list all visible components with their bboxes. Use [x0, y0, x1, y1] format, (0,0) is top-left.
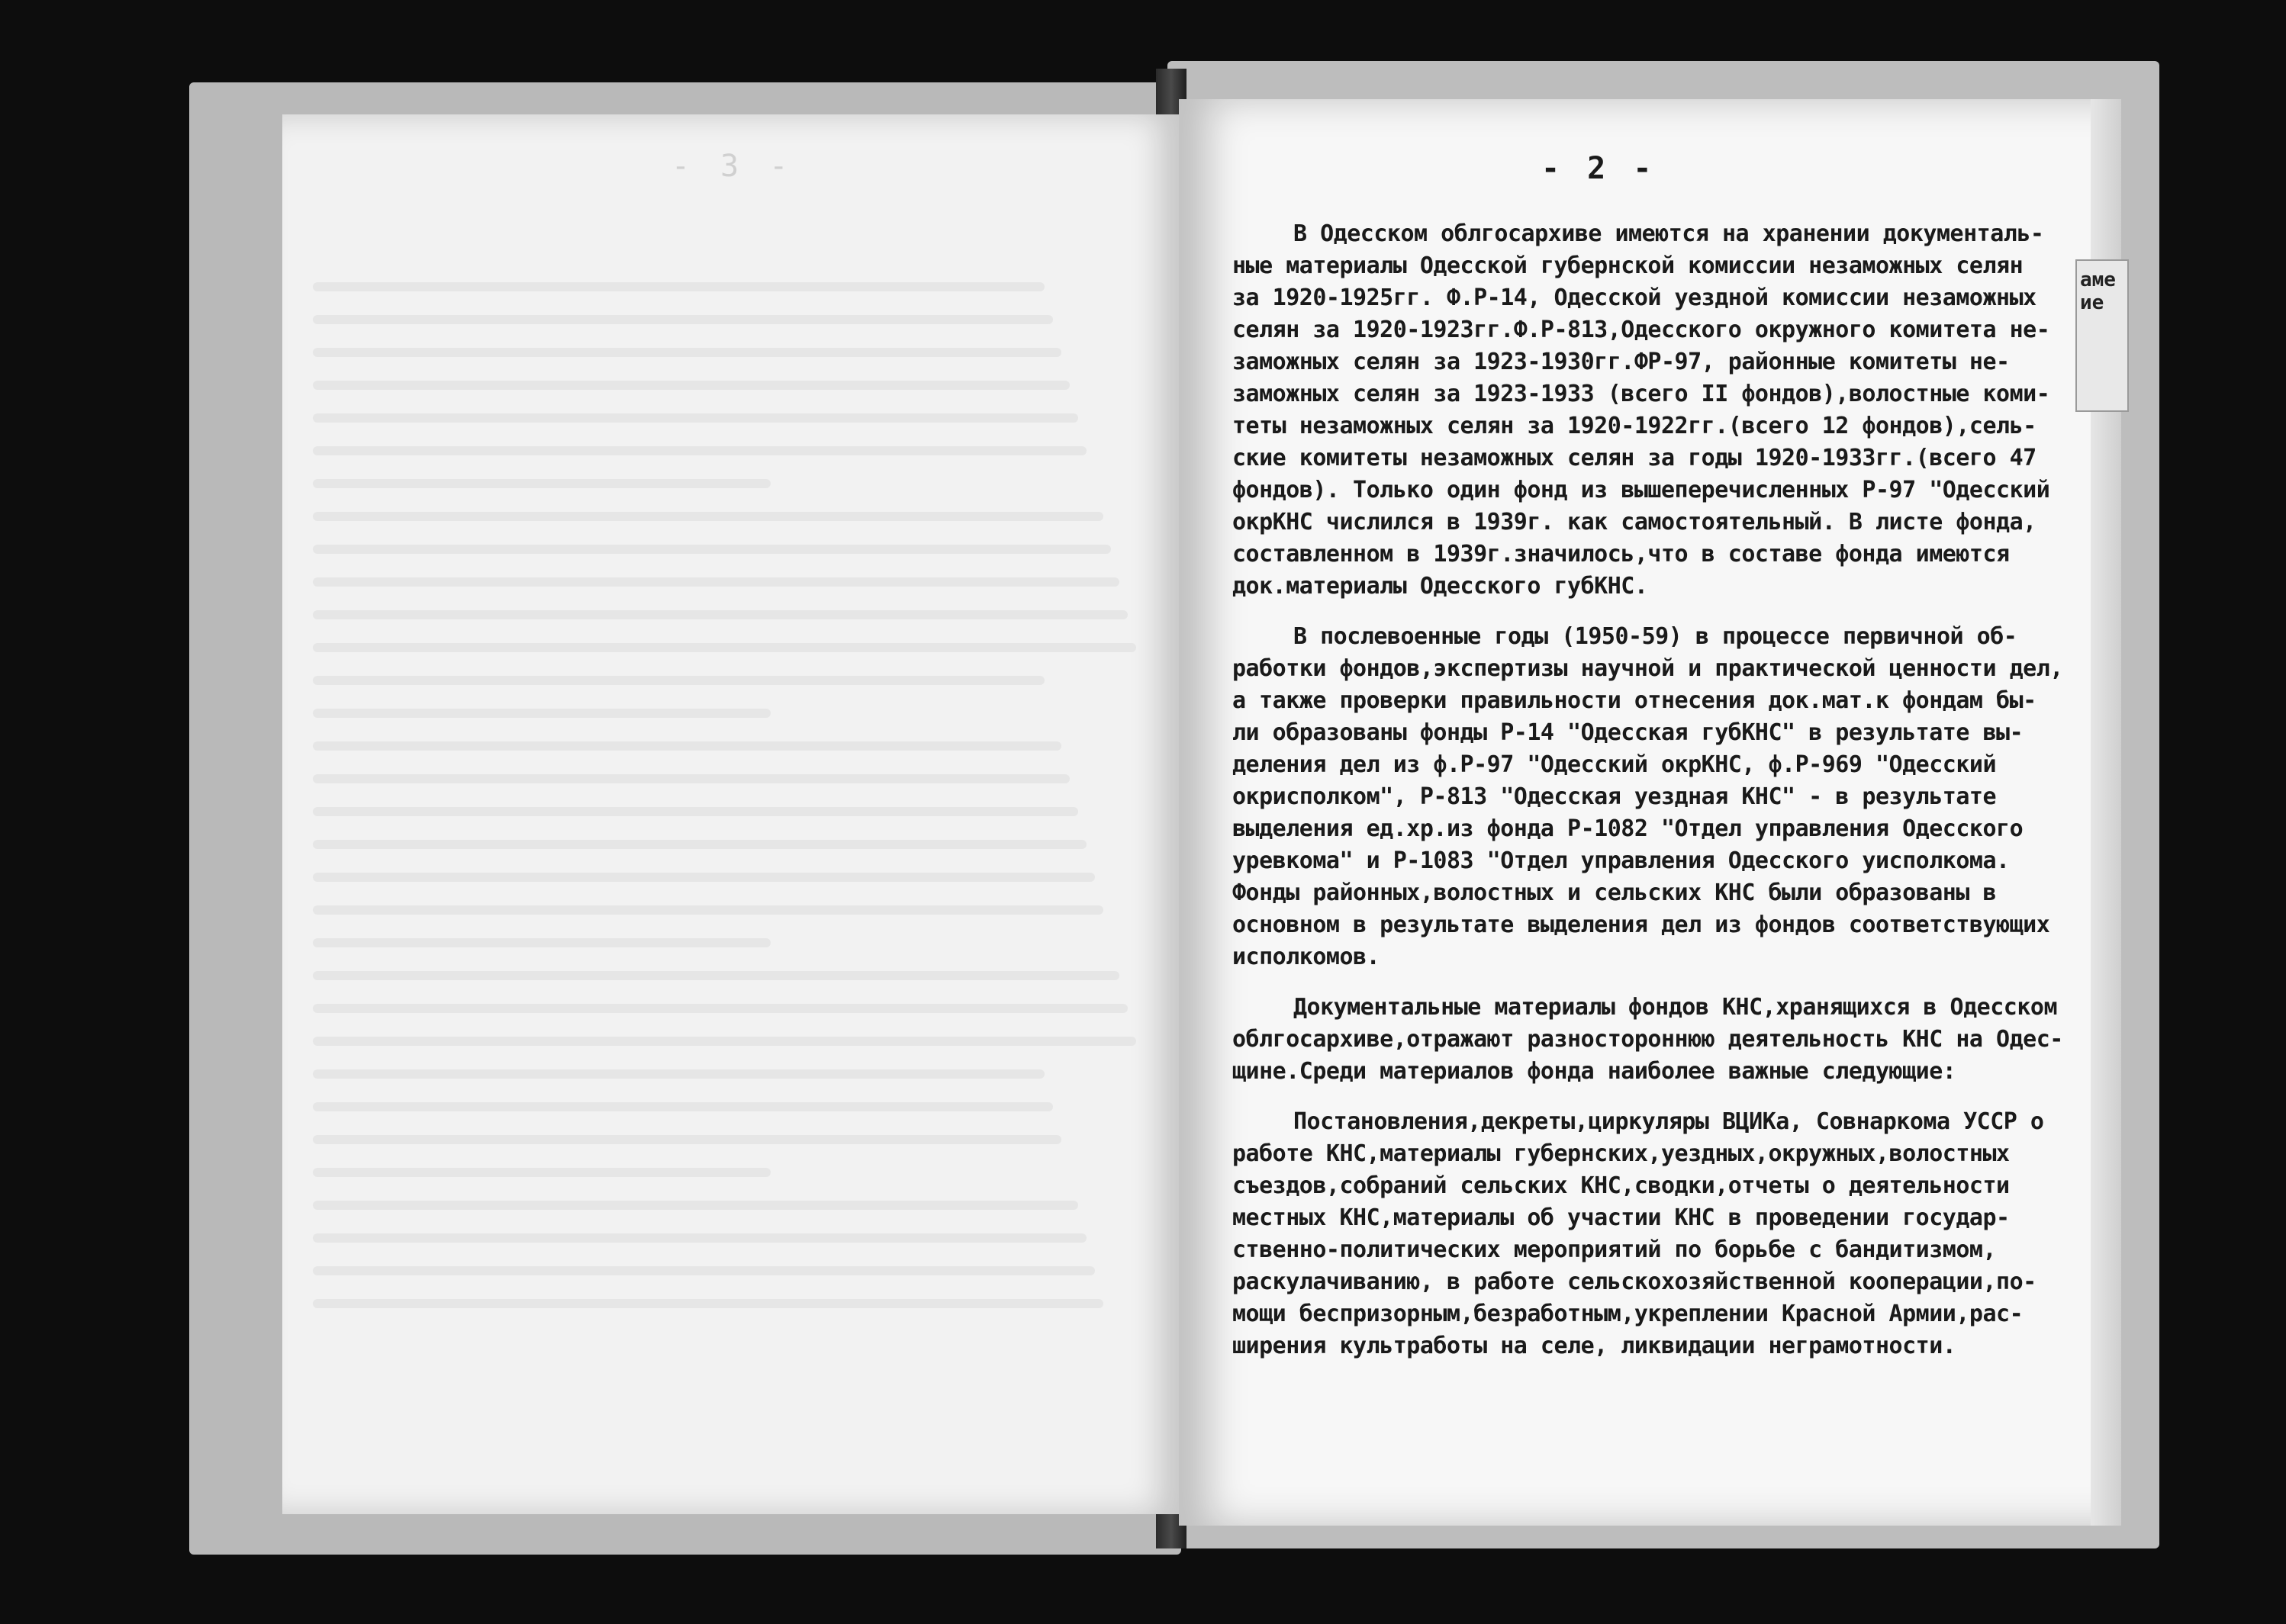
text-line: местных КНС,материалы об участии КНС в проведении государ- [1232, 1204, 2010, 1231]
showthrough-line [313, 1004, 1128, 1013]
text-line: ные материалы Одесской губернской комиссии незаможных селян [1232, 252, 2024, 279]
text-line: В послевоенные годы (1950-59) в процессе первичной об- [1293, 623, 2017, 650]
showthrough-line [313, 1201, 1078, 1210]
showthrough-line [313, 709, 771, 718]
text-line: выделения ед.хр.из фонда Р-1082 "Отдел управления Одесского [1232, 815, 2024, 842]
showthrough-line [313, 479, 771, 488]
text-line: основном в результате выделения дел из фондов соответствующих [1232, 912, 2050, 938]
text-line: мощи беспризорным,безработным,укреплении Красной Армии,рас- [1232, 1301, 2024, 1327]
text-line: а также проверки правильности отнесения док.мат.к фондам бы- [1232, 687, 2036, 714]
showthrough-line [313, 873, 1095, 882]
text-line: Фонды районных,волостных и сельских КНС были образованы в [1232, 880, 1997, 906]
page-number: - 2 - [1541, 151, 1657, 186]
showthrough-line [313, 774, 1070, 783]
showthrough-line [313, 971, 1119, 980]
showthrough-line [313, 315, 1053, 324]
showthrough-line [313, 545, 1111, 554]
text-line: фондов). Только один фонд из вышеперечисленных Р-97 "Одесский [1232, 477, 2050, 503]
left-page-showthrough-text [313, 282, 1145, 1332]
showthrough-line [313, 1102, 1053, 1111]
showthrough-line [313, 938, 771, 947]
text-line: раскулачиванию, в работе сельскохозяйственной кооперации,по- [1232, 1269, 2036, 1295]
text-line: уревкома" и Р-1083 "Отдел управления Одесского уисполкома. [1232, 847, 2010, 874]
text-line: теты незаможных селян за 1920-1922гг.(всего 12 фондов),сель- [1232, 413, 2036, 439]
showthrough-line [313, 1168, 771, 1177]
paragraph [1232, 992, 2087, 1088]
paragraph [1232, 218, 2087, 603]
showthrough-line [313, 1266, 1095, 1275]
showthrough-line [313, 1037, 1136, 1046]
showthrough-line [313, 643, 1136, 652]
tab-line: аме [2080, 269, 2116, 291]
text-line: В Одесском облгосархиве имеются на хранении документаль- [1293, 220, 2044, 247]
text-line: ственно-политических мероприятий по борьбе с бандитизмом, [1232, 1236, 1997, 1263]
showthrough-line [313, 610, 1128, 619]
showthrough-line [313, 1299, 1103, 1308]
text-line: за 1920-1925гг. Ф.Р-14, Одесской уездной комиссии незаможных [1232, 285, 2036, 311]
text-line: селян за 1920-1923гг.Ф.Р-813,Одесского окружного комитета не- [1232, 317, 2050, 343]
showthrough-line [313, 840, 1087, 849]
showthrough-line [313, 741, 1061, 751]
text-line: ширения культработы на селе, ликвидации неграмотности. [1232, 1333, 1956, 1359]
text-line: работе КНС,материалы губернских,уездных,окружных,волостных [1232, 1140, 2010, 1167]
text-line: ли образованы фонды Р-14 "Одесская губКНС" в результате вы- [1232, 719, 2024, 746]
text-line: деления дел из ф.Р-97 "Одесский окрКНС, ф.Р-969 "Одесский [1232, 751, 1997, 778]
text-line: составленном в 1939г.значилось,что в составе фонда имеются [1232, 541, 2010, 568]
showthrough-line [313, 1069, 1045, 1079]
text-line: окрисполком", Р-813 "Одесская уездная КНС" - в результате [1232, 783, 1997, 810]
left-page-number-showthrough: - 3 - [671, 149, 794, 184]
showthrough-line [313, 512, 1103, 521]
text-line: Документальные материалы фондов КНС,хранящихся в Одесском [1293, 994, 2058, 1021]
showthrough-line [313, 282, 1045, 291]
text-line: заможных селян за 1923-1933 (всего II фондов),волостные коми- [1232, 381, 2050, 407]
text-line: работки фондов,экспертизы научной и практической ценности дел, [1232, 655, 2063, 682]
text-line: исполкомов. [1232, 944, 1380, 970]
showthrough-line [313, 577, 1119, 587]
paragraph [1232, 1106, 2087, 1362]
text-line: облгосархиве,отражают разностороннюю деятельность КНС на Одес- [1232, 1026, 2063, 1053]
showthrough-line [313, 413, 1078, 423]
showthrough-line [313, 446, 1087, 455]
text-line: док.материалы Одесского губКНС. [1232, 573, 1648, 600]
showthrough-line [313, 348, 1061, 357]
showthrough-line [313, 807, 1078, 816]
showthrough-line [313, 381, 1070, 390]
showthrough-line [313, 1135, 1061, 1144]
paragraph [1232, 621, 2087, 973]
text-line: заможных селян за 1923-1930гг.ФР-97, районные комитеты не- [1232, 349, 2010, 375]
tab-line: ие [2080, 291, 2104, 314]
text-line: съездов,собраний сельских КНС,сводки,отчеты о деятельности [1232, 1172, 2010, 1199]
showthrough-line [313, 676, 1045, 685]
text-line: окрКНС числился в 1939г. как самостоятельный. В листе фонда, [1232, 509, 2036, 535]
document-body [1232, 218, 2087, 1381]
showthrough-line [313, 1233, 1087, 1243]
text-line: ские комитеты незаможных селян за годы 1920-1933гг.(всего 47 [1232, 445, 2036, 471]
showthrough-line [313, 905, 1103, 915]
text-line: Постановления,декреты,циркуляры ВЦИКа, Совнаркома УССР о [1293, 1108, 2044, 1135]
text-line: щине.Среди материалов фонда наиболее важные следующие: [1232, 1058, 1956, 1085]
